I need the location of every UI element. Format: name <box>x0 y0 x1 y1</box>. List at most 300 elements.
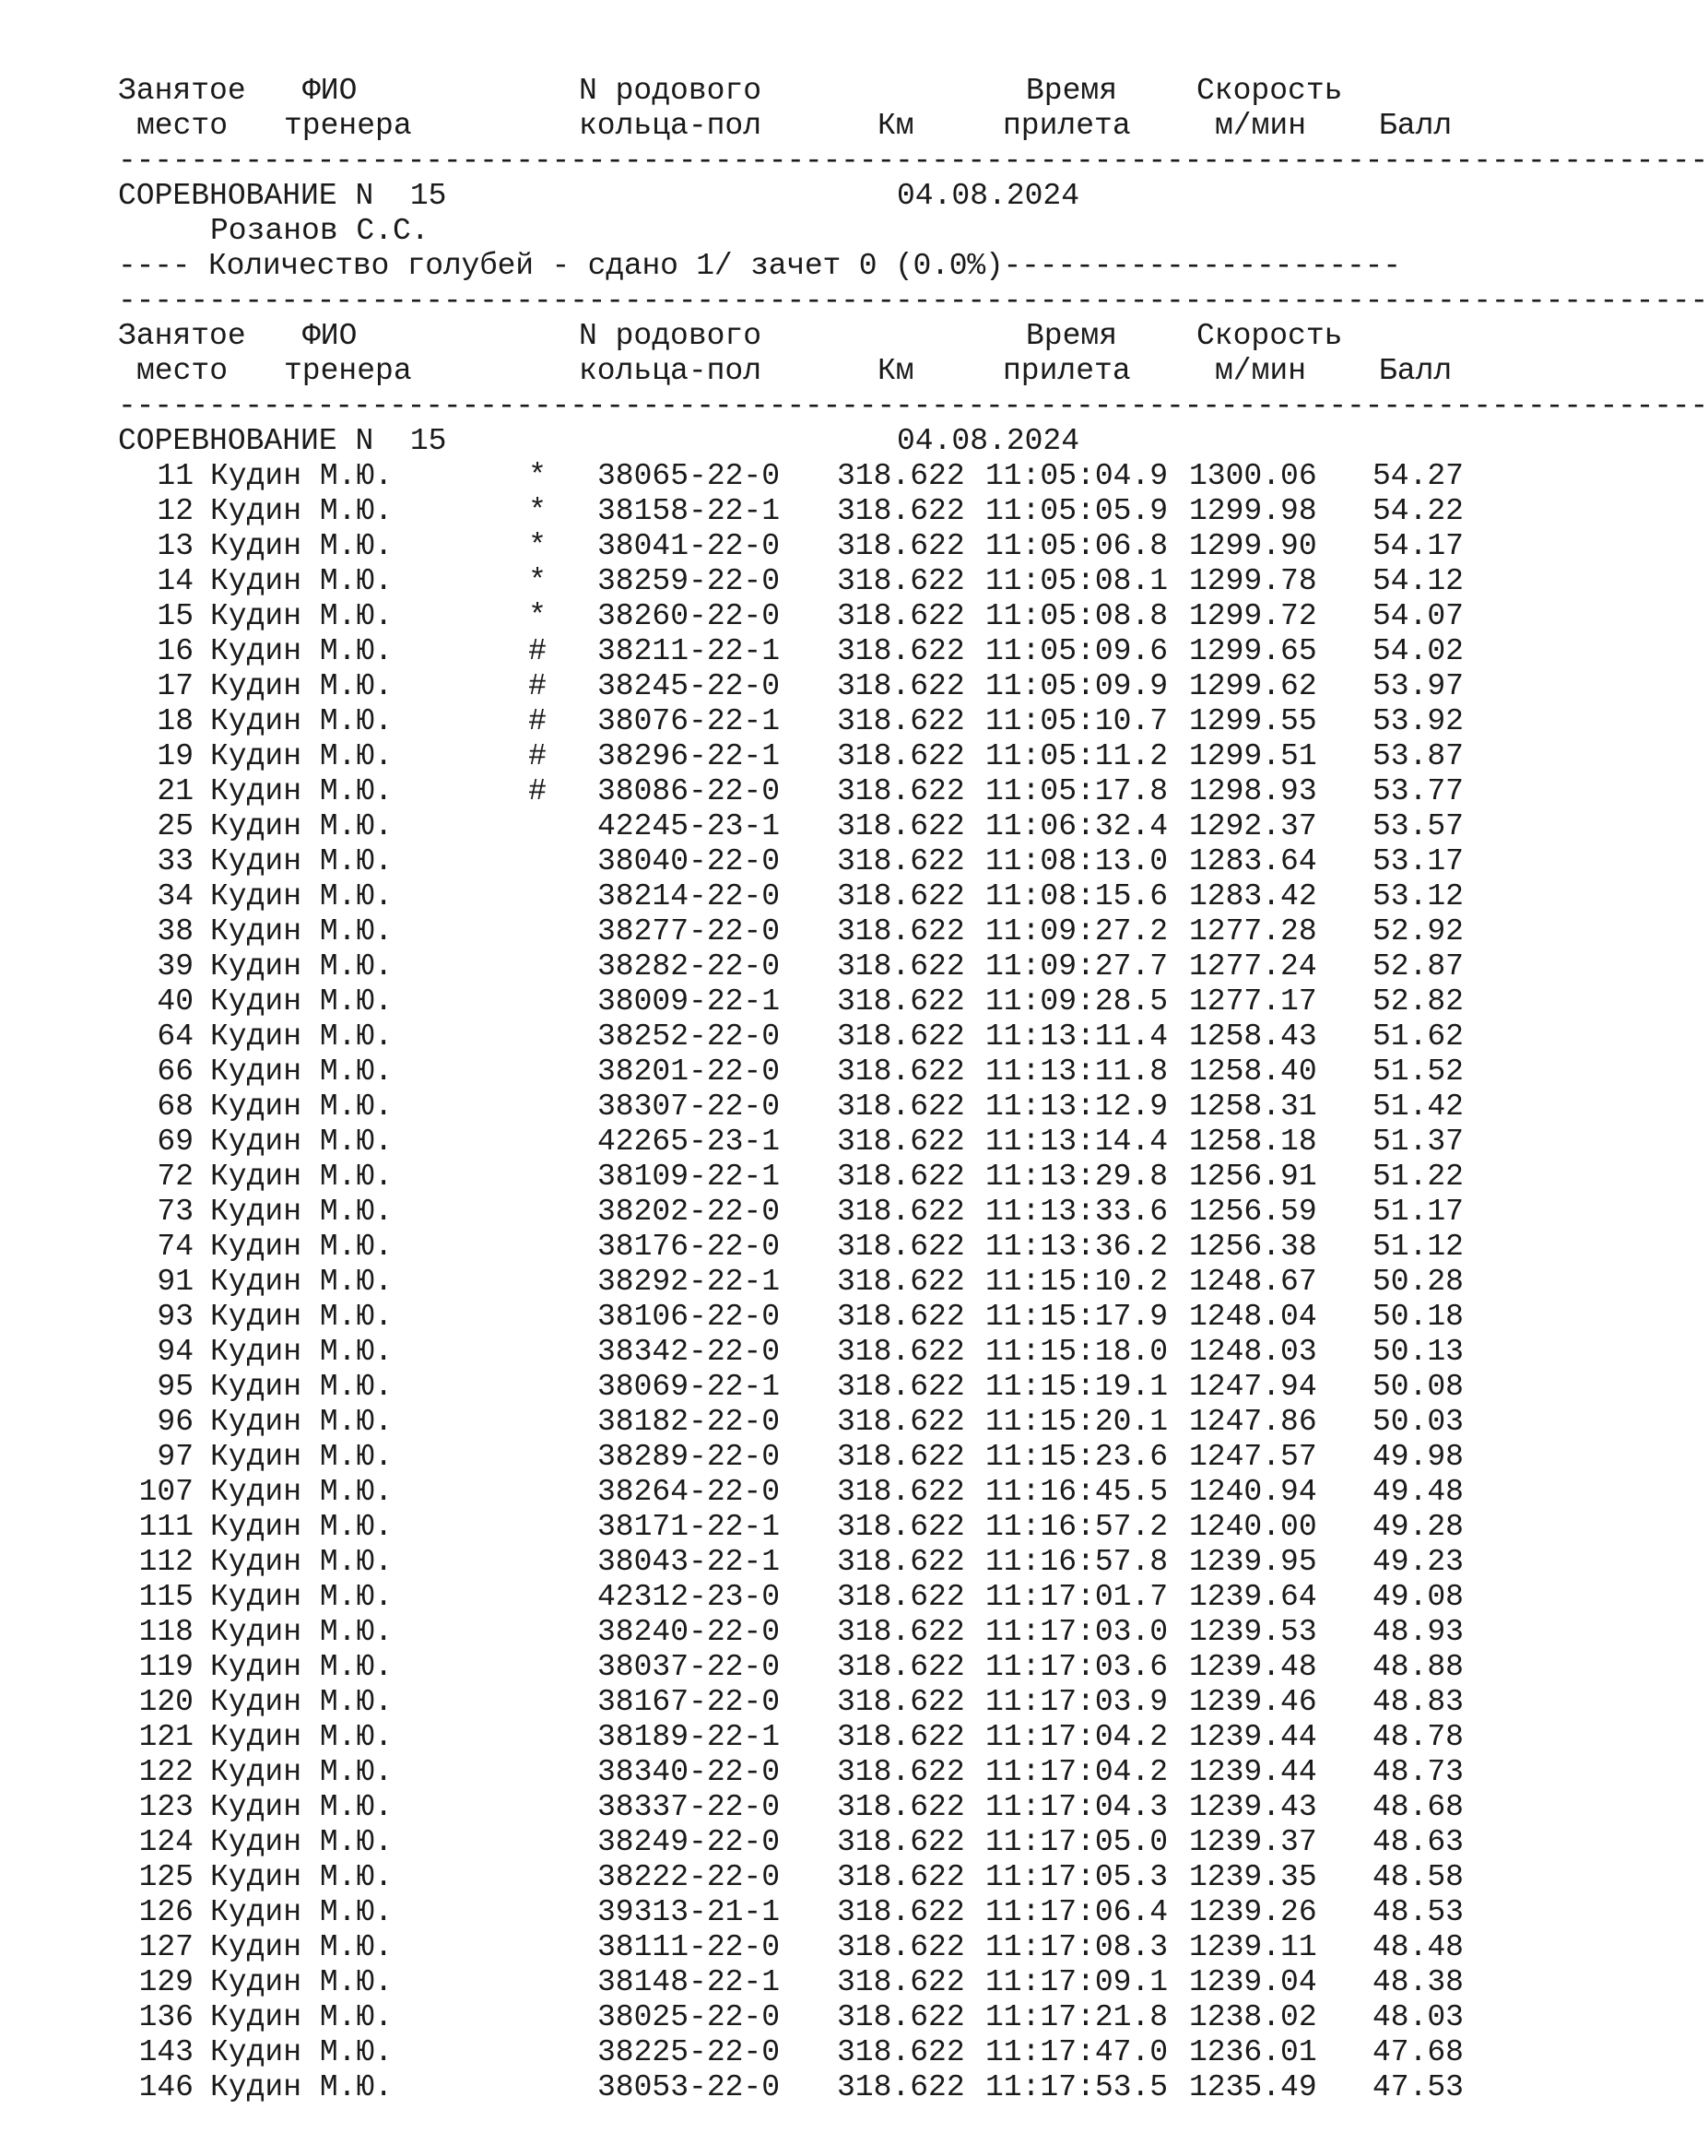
row-arrival-time: 11:17:03.0 <box>985 1615 1169 1649</box>
row-ring-number: 38182-22-0 <box>597 1405 781 1439</box>
row-speed: 1235.49 <box>1189 2070 1317 2104</box>
row-trainer-name: Кудин М.Ю. <box>210 1755 394 1789</box>
row-trainer-name: Кудин М.Ю. <box>210 1510 394 1544</box>
row-place: 39 <box>157 949 194 984</box>
row-ring-number: 38148-22-1 <box>597 1965 781 1999</box>
row-arrival-time: 11:16:57.2 <box>985 1510 1169 1544</box>
header-time-2: прилета <box>1003 109 1131 143</box>
row-distance: 318.622 <box>837 949 965 984</box>
row-score: 53.87 <box>1372 739 1464 773</box>
row-place: 16 <box>157 634 194 668</box>
row-trainer-name: Кудин М.Ю. <box>210 634 394 668</box>
row-distance: 318.622 <box>837 1650 965 1684</box>
row-arrival-time: 11:05:04.9 <box>985 459 1169 493</box>
row-speed: 1239.11 <box>1189 1930 1317 1964</box>
row-speed: 1299.90 <box>1189 529 1317 563</box>
row-place: 74 <box>157 1230 194 1264</box>
table-row <box>118 494 1464 529</box>
row-ring-number: 38289-22-0 <box>597 1440 781 1474</box>
row-speed: 1298.93 <box>1189 774 1317 808</box>
table-row <box>118 1195 1464 1230</box>
row-trainer-name: Кудин М.Ю. <box>210 1790 394 1824</box>
table-row <box>118 1580 1464 1615</box>
row-ring-number: 38040-22-0 <box>597 844 781 878</box>
row-ring-number: 38222-22-0 <box>597 1860 781 1894</box>
header-time: Время <box>1026 319 1118 353</box>
row-speed: 1277.24 <box>1189 949 1317 984</box>
row-trainer-name: Кудин М.Ю. <box>210 1545 394 1579</box>
row-arrival-time: 11:13:29.8 <box>985 1160 1169 1194</box>
row-distance: 318.622 <box>837 984 965 1019</box>
row-distance: 318.622 <box>837 1825 965 1859</box>
row-arrival-time: 11:13:14.4 <box>985 1125 1169 1159</box>
row-ring-number: 38041-22-0 <box>597 529 781 563</box>
row-distance: 318.622 <box>837 1965 965 1999</box>
table-row <box>118 1685 1464 1720</box>
results-sheet <box>118 74 1708 2105</box>
row-distance: 318.622 <box>837 2000 965 2034</box>
row-ring-number: 38069-22-1 <box>597 1370 781 1404</box>
row-distance: 318.622 <box>837 529 965 563</box>
row-arrival-time: 11:15:19.1 <box>985 1370 1169 1404</box>
table-row <box>118 1090 1464 1125</box>
row-speed: 1247.94 <box>1189 1370 1317 1404</box>
row-ring-number: 38249-22-0 <box>597 1825 781 1859</box>
row-arrival-time: 11:15:23.6 <box>985 1440 1169 1474</box>
row-distance: 318.622 <box>837 1685 965 1719</box>
row-place: 115 <box>138 1580 194 1614</box>
row-trainer-name: Кудин М.Ю. <box>210 2070 394 2104</box>
row-score: 51.17 <box>1372 1195 1464 1229</box>
row-place: 66 <box>157 1054 194 1089</box>
row-distance: 318.622 <box>837 1930 965 1964</box>
row-score: 47.53 <box>1372 2070 1464 2104</box>
header-place: Занятое <box>118 319 246 353</box>
row-score: 49.48 <box>1372 1475 1464 1509</box>
row-distance: 318.622 <box>837 1615 965 1649</box>
row-score: 54.27 <box>1372 459 1464 493</box>
row-trainer-name: Кудин М.Ю. <box>210 1685 394 1719</box>
header-km: Км <box>878 109 914 143</box>
row-place: 68 <box>157 1090 194 1124</box>
row-score: 48.68 <box>1372 1790 1464 1824</box>
row-arrival-time: 11:17:05.0 <box>985 1825 1169 1859</box>
row-place: 40 <box>157 984 194 1019</box>
row-speed: 1239.37 <box>1189 1825 1317 1859</box>
row-score: 50.08 <box>1372 1370 1464 1404</box>
column-header-row-2 <box>118 354 1464 389</box>
table-row <box>118 844 1464 879</box>
row-place: 123 <box>138 1790 194 1824</box>
table-row <box>118 2035 1464 2070</box>
row-place: 15 <box>157 599 194 633</box>
row-distance: 318.622 <box>837 1230 965 1264</box>
row-trainer-name: Кудин М.Ю. <box>210 669 394 703</box>
row-trainer-name: Кудин М.Ю. <box>210 2000 394 2034</box>
row-arrival-time: 11:06:32.4 <box>985 809 1169 843</box>
row-speed: 1256.59 <box>1189 1195 1317 1229</box>
row-ring-number: 42265-23-1 <box>597 1125 781 1159</box>
table-row <box>118 1300 1464 1335</box>
column-header-row-1 <box>118 74 1464 109</box>
row-speed: 1239.26 <box>1189 1895 1317 1929</box>
row-ring-number: 38111-22-0 <box>597 1930 781 1964</box>
competition-line <box>118 424 1464 459</box>
divider: ---------------------------------------------------------------------------------------- <box>118 284 1708 318</box>
row-arrival-time: 11:17:53.5 <box>985 2070 1169 2104</box>
row-place: 120 <box>138 1685 194 1719</box>
row-place: 118 <box>138 1615 194 1649</box>
trainer-line <box>118 214 1464 249</box>
row-trainer-name: Кудин М.Ю. <box>210 739 394 773</box>
row-place: 21 <box>157 774 194 808</box>
row-speed: 1299.51 <box>1189 739 1317 773</box>
competition-title: СОРЕВНОВАНИЕ N 15 <box>118 424 447 458</box>
row-score: 48.38 <box>1372 1965 1464 1999</box>
row-place: 97 <box>157 1440 194 1474</box>
row-distance: 318.622 <box>837 1335 965 1369</box>
row-score: 52.82 <box>1372 984 1464 1019</box>
row-ring-number: 38171-22-1 <box>597 1510 781 1544</box>
header-ring-2: кольца-пол <box>579 109 762 143</box>
row-distance: 318.622 <box>837 494 965 528</box>
divider: ---------------------------------------------------------------------------------------- <box>118 389 1708 423</box>
header-ball: Балл <box>1379 109 1453 143</box>
row-distance: 318.622 <box>837 809 965 843</box>
row-ring-number: 42245-23-1 <box>597 809 781 843</box>
row-trainer-name: Кудин М.Ю. <box>210 1335 394 1369</box>
row-place: 33 <box>157 844 194 878</box>
header-place-2: место <box>136 354 229 388</box>
table-row <box>118 1475 1464 1510</box>
row-arrival-time: 11:17:47.0 <box>985 2035 1169 2069</box>
row-speed: 1240.94 <box>1189 1475 1317 1509</box>
row-speed: 1239.04 <box>1189 1965 1317 1999</box>
row-ring-number: 38296-22-1 <box>597 739 781 773</box>
row-trainer-name: Кудин М.Ю. <box>210 529 394 563</box>
row-mark: * <box>528 599 547 633</box>
row-distance: 318.622 <box>837 914 965 948</box>
row-place: 38 <box>157 914 194 948</box>
row-distance: 318.622 <box>837 1720 965 1754</box>
row-arrival-time: 11:17:04.3 <box>985 1790 1169 1824</box>
row-arrival-time: 11:17:08.3 <box>985 1930 1169 1964</box>
row-place: 18 <box>157 704 194 738</box>
competition-line <box>118 179 1464 214</box>
table-row <box>118 739 1464 774</box>
row-score: 51.42 <box>1372 1090 1464 1124</box>
row-arrival-time: 11:17:21.8 <box>985 2000 1169 2034</box>
row-ring-number: 42312-23-0 <box>597 1580 781 1614</box>
row-place: 125 <box>138 1860 194 1894</box>
row-ring-number: 38037-22-0 <box>597 1650 781 1684</box>
table-row <box>118 564 1464 599</box>
row-distance: 318.622 <box>837 1300 965 1334</box>
row-ring-number: 38307-22-0 <box>597 1090 781 1124</box>
row-ring-number: 38076-22-1 <box>597 704 781 738</box>
row-ring-number: 38158-22-1 <box>597 494 781 528</box>
table-row <box>118 1405 1464 1440</box>
table-row <box>118 1650 1464 1685</box>
row-arrival-time: 11:15:20.1 <box>985 1405 1169 1439</box>
row-speed: 1299.55 <box>1189 704 1317 738</box>
header-time-2: прилета <box>1003 354 1131 388</box>
row-speed: 1299.62 <box>1189 669 1317 703</box>
table-row <box>118 1335 1464 1370</box>
row-trainer-name: Кудин М.Ю. <box>210 809 394 843</box>
row-ring-number: 38176-22-0 <box>597 1230 781 1264</box>
row-speed: 1239.43 <box>1189 1790 1317 1824</box>
row-speed: 1277.17 <box>1189 984 1317 1019</box>
row-speed: 1292.37 <box>1189 809 1317 843</box>
row-arrival-time: 11:17:04.2 <box>985 1755 1169 1789</box>
row-ring-number: 38340-22-0 <box>597 1755 781 1789</box>
header-ball: Балл <box>1379 354 1453 388</box>
row-ring-number: 39313-21-1 <box>597 1895 781 1929</box>
row-score: 54.07 <box>1372 599 1464 633</box>
row-trainer-name: Кудин М.Ю. <box>210 1370 394 1404</box>
row-distance: 318.622 <box>837 879 965 913</box>
row-score: 52.87 <box>1372 949 1464 984</box>
row-distance: 318.622 <box>837 1790 965 1824</box>
row-score: 54.22 <box>1372 494 1464 528</box>
row-mark: * <box>528 494 547 528</box>
row-distance: 318.622 <box>837 1755 965 1789</box>
row-score: 48.53 <box>1372 1895 1464 1929</box>
row-trainer-name: Кудин М.Ю. <box>210 2035 394 2069</box>
row-trainer-name: Кудин М.Ю. <box>210 704 394 738</box>
row-score: 49.08 <box>1372 1580 1464 1614</box>
row-trainer-name: Кудин М.Ю. <box>210 1720 394 1754</box>
header-speed: Скорость <box>1196 74 1343 108</box>
row-ring-number: 38167-22-0 <box>597 1685 781 1719</box>
row-distance: 318.622 <box>837 1440 965 1474</box>
row-trainer-name: Кудин М.Ю. <box>210 1054 394 1089</box>
row-trainer-name: Кудин М.Ю. <box>210 1195 394 1229</box>
row-ring-number: 38202-22-0 <box>597 1195 781 1229</box>
row-arrival-time: 11:05:17.8 <box>985 774 1169 808</box>
row-place: 112 <box>138 1545 194 1579</box>
row-place: 94 <box>157 1335 194 1369</box>
row-speed: 1239.53 <box>1189 1615 1317 1649</box>
row-trainer-name: Кудин М.Ю. <box>210 1019 394 1054</box>
row-place: 13 <box>157 529 194 563</box>
row-ring-number: 38109-22-1 <box>597 1160 781 1194</box>
row-trainer-name: Кудин М.Ю. <box>210 599 394 633</box>
row-score: 51.62 <box>1372 1019 1464 1054</box>
row-score: 49.28 <box>1372 1510 1464 1544</box>
row-speed: 1299.78 <box>1189 564 1317 598</box>
row-speed: 1239.95 <box>1189 1545 1317 1579</box>
row-speed: 1239.44 <box>1189 1755 1317 1789</box>
row-distance: 318.622 <box>837 1195 965 1229</box>
competition-date: 04.08.2024 <box>897 179 1080 213</box>
row-arrival-time: 11:05:09.9 <box>985 669 1169 703</box>
row-ring-number: 38264-22-0 <box>597 1475 781 1509</box>
header-speed-2: м/мин <box>1215 354 1307 388</box>
row-speed: 1256.91 <box>1189 1160 1317 1194</box>
row-arrival-time: 11:17:05.3 <box>985 1860 1169 1894</box>
row-speed: 1258.40 <box>1189 1054 1317 1089</box>
row-distance: 318.622 <box>837 634 965 668</box>
row-trainer-name: Кудин М.Ю. <box>210 1930 394 1964</box>
row-score: 51.22 <box>1372 1160 1464 1194</box>
row-score: 49.23 <box>1372 1545 1464 1579</box>
table-row <box>118 1755 1464 1790</box>
row-ring-number: 38106-22-0 <box>597 1300 781 1334</box>
row-arrival-time: 11:13:11.4 <box>985 1019 1169 1054</box>
row-arrival-time: 11:17:03.6 <box>985 1650 1169 1684</box>
row-score: 48.83 <box>1372 1685 1464 1719</box>
row-place: 64 <box>157 1019 194 1054</box>
row-score: 48.78 <box>1372 1720 1464 1754</box>
table-row <box>118 879 1464 914</box>
row-trainer-name: Кудин М.Ю. <box>210 1090 394 1124</box>
row-mark: # <box>528 669 547 703</box>
row-speed: 1283.64 <box>1189 844 1317 878</box>
row-trainer-name: Кудин М.Ю. <box>210 1650 394 1684</box>
row-ring-number: 38201-22-0 <box>597 1054 781 1089</box>
row-score: 53.57 <box>1372 809 1464 843</box>
row-ring-number: 38211-22-1 <box>597 634 781 668</box>
header-speed: Скорость <box>1196 319 1343 353</box>
row-trainer-name: Кудин М.Ю. <box>210 1265 394 1299</box>
row-trainer-name: Кудин М.Ю. <box>210 879 394 913</box>
row-arrival-time: 11:13:11.8 <box>985 1054 1169 1089</box>
row-distance: 318.622 <box>837 704 965 738</box>
table-row <box>118 1230 1464 1265</box>
row-distance: 318.622 <box>837 739 965 773</box>
row-score: 48.48 <box>1372 1930 1464 1964</box>
row-ring-number: 38282-22-0 <box>597 949 781 984</box>
row-score: 48.03 <box>1372 2000 1464 2034</box>
row-place: 34 <box>157 879 194 913</box>
row-mark: * <box>528 564 547 598</box>
row-speed: 1300.06 <box>1189 459 1317 493</box>
table-row <box>118 634 1464 669</box>
row-score: 50.13 <box>1372 1335 1464 1369</box>
row-arrival-time: 11:05:08.1 <box>985 564 1169 598</box>
row-arrival-time: 11:05:09.6 <box>985 634 1169 668</box>
header-place-2: место <box>136 109 229 143</box>
row-ring-number: 38245-22-0 <box>597 669 781 703</box>
header-time: Время <box>1026 74 1118 108</box>
row-arrival-time: 11:17:03.9 <box>985 1685 1169 1719</box>
row-distance: 318.622 <box>837 2035 965 2069</box>
column-header-row-2 <box>118 109 1464 144</box>
row-place: 111 <box>138 1510 194 1544</box>
row-ring-number: 38292-22-1 <box>597 1265 781 1299</box>
table-row <box>118 1265 1464 1300</box>
row-place: 96 <box>157 1405 194 1439</box>
row-ring-number: 38065-22-0 <box>597 459 781 493</box>
row-place: 124 <box>138 1825 194 1859</box>
row-ring-number: 38214-22-0 <box>597 879 781 913</box>
table-row <box>118 529 1464 564</box>
table-row <box>118 704 1464 739</box>
row-place: 73 <box>157 1195 194 1229</box>
row-trainer-name: Кудин М.Ю. <box>210 984 394 1019</box>
row-place: 121 <box>138 1720 194 1754</box>
divider: ---------------------------------------------------------------------------------------- <box>118 144 1708 178</box>
row-mark: # <box>528 634 547 668</box>
row-ring-number: 38025-22-0 <box>597 2000 781 2034</box>
row-ring-number: 38009-22-1 <box>597 984 781 1019</box>
row-trainer-name: Кудин М.Ю. <box>210 1860 394 1894</box>
row-speed: 1236.01 <box>1189 2035 1317 2069</box>
row-score: 47.68 <box>1372 2035 1464 2069</box>
row-arrival-time: 11:08:15.6 <box>985 879 1169 913</box>
row-arrival-time: 11:05:08.8 <box>985 599 1169 633</box>
row-distance: 318.622 <box>837 1054 965 1089</box>
row-trainer-name: Кудин М.Ю. <box>210 1125 394 1159</box>
row-speed: 1238.02 <box>1189 2000 1317 2034</box>
row-ring-number: 38342-22-0 <box>597 1335 781 1369</box>
row-place: 146 <box>138 2070 194 2104</box>
row-place: 129 <box>138 1965 194 1999</box>
row-speed: 1277.28 <box>1189 914 1317 948</box>
row-distance: 318.622 <box>837 774 965 808</box>
row-distance: 318.622 <box>837 1160 965 1194</box>
row-place: 95 <box>157 1370 194 1404</box>
row-trainer-name: Кудин М.Ю. <box>210 914 394 948</box>
row-distance: 318.622 <box>837 1510 965 1544</box>
row-score: 48.58 <box>1372 1860 1464 1894</box>
header-fio: ФИО <box>302 74 358 108</box>
row-distance: 318.622 <box>837 564 965 598</box>
row-distance: 318.622 <box>837 1475 965 1509</box>
table-row <box>118 1054 1464 1090</box>
header-ring: N родового <box>579 319 762 353</box>
row-score: 48.63 <box>1372 1825 1464 1859</box>
row-place: 122 <box>138 1755 194 1789</box>
row-distance: 318.622 <box>837 1860 965 1894</box>
table-row <box>118 1930 1464 1965</box>
row-speed: 1299.65 <box>1189 634 1317 668</box>
trainer-name: Розанов С.С. <box>210 214 430 248</box>
header-speed-2: м/мин <box>1215 109 1307 143</box>
row-speed: 1239.44 <box>1189 1720 1317 1754</box>
row-speed: 1299.72 <box>1189 599 1317 633</box>
row-arrival-time: 11:13:33.6 <box>985 1195 1169 1229</box>
row-speed: 1256.38 <box>1189 1230 1317 1264</box>
table-row <box>118 1720 1464 1755</box>
row-arrival-time: 11:17:06.4 <box>985 1895 1169 1929</box>
summary-line: ---- Количество голубей - сдано 1/ зачет 0 (0.0%)---------------------- <box>118 249 1401 283</box>
row-arrival-time: 11:05:05.9 <box>985 494 1169 528</box>
row-speed: 1239.46 <box>1189 1685 1317 1719</box>
row-place: 25 <box>157 809 194 843</box>
row-mark: * <box>528 529 547 563</box>
row-place: 72 <box>157 1160 194 1194</box>
row-speed: 1247.57 <box>1189 1440 1317 1474</box>
row-place: 12 <box>157 494 194 528</box>
table-row <box>118 1895 1464 1930</box>
row-arrival-time: 11:15:10.2 <box>985 1265 1169 1299</box>
row-distance: 318.622 <box>837 2070 965 2104</box>
row-arrival-time: 11:05:11.2 <box>985 739 1169 773</box>
row-score: 49.98 <box>1372 1440 1464 1474</box>
row-ring-number: 38086-22-0 <box>597 774 781 808</box>
row-score: 51.37 <box>1372 1125 1464 1159</box>
row-distance: 318.622 <box>837 599 965 633</box>
header-place: Занятое <box>118 74 246 108</box>
row-trainer-name: Кудин М.Ю. <box>210 1615 394 1649</box>
row-score: 48.93 <box>1372 1615 1464 1649</box>
row-trainer-name: Кудин М.Ю. <box>210 1160 394 1194</box>
row-trainer-name: Кудин М.Ю. <box>210 1895 394 1929</box>
row-ring-number: 38225-22-0 <box>597 2035 781 2069</box>
